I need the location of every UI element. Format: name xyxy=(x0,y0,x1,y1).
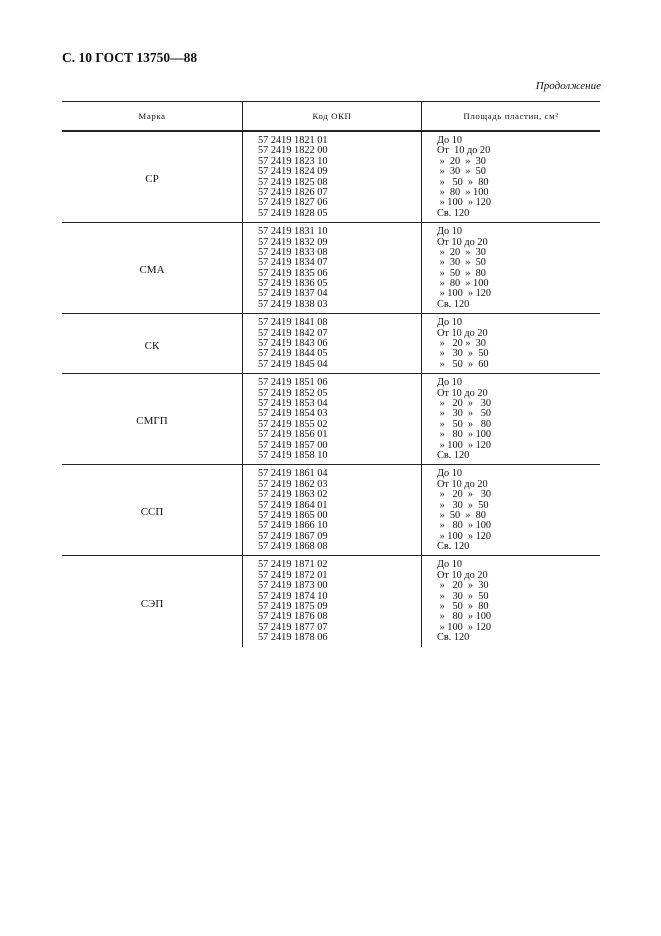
okp-code: 57 2419 1832 09 xyxy=(258,236,328,248)
okp-code: 57 2419 1867 09 xyxy=(258,530,328,542)
okp-code-cell xyxy=(242,314,421,373)
plate-area-range: » 20 » 30 xyxy=(437,338,486,350)
plate-area-cell xyxy=(421,556,600,646)
plate-area-range: » 30 » 50 xyxy=(437,348,489,360)
table-header-row xyxy=(62,102,600,132)
okp-code: 57 2419 1873 00 xyxy=(258,580,328,592)
okp-code: 57 2419 1874 10 xyxy=(258,590,328,602)
mark-cell: СМА xyxy=(139,264,165,277)
plate-area-range: До 10 xyxy=(437,468,463,480)
plate-area-range: » 20 » 30 xyxy=(437,397,492,409)
plate-area-cell xyxy=(421,374,600,464)
okp-code: 57 2419 1823 10 xyxy=(258,155,328,167)
page-header: С. 10 ГОСТ 13750—88 xyxy=(62,50,198,65)
plate-area-range: » 20 » 30 xyxy=(437,580,489,592)
plate-area-range: » 30 » 50 xyxy=(437,257,486,269)
okp-code: 57 2419 1825 08 xyxy=(258,176,328,188)
plate-area-range: » 20 » 30 xyxy=(437,489,492,501)
mark-cell: СР xyxy=(145,173,159,186)
okp-code: 57 2419 1841 08 xyxy=(258,317,328,329)
plate-area-range: » 30 » 50 xyxy=(437,499,489,511)
plate-area-range: » 80 » 100 xyxy=(437,278,489,290)
okp-code: 57 2419 1852 05 xyxy=(258,387,328,399)
plate-area-range: » 100 » 120 xyxy=(437,288,492,300)
mark-cell: СЭП xyxy=(140,597,164,610)
plate-area-range: » 30 » 50 xyxy=(437,408,492,420)
okp-code-cell xyxy=(242,223,421,313)
plate-area-cell xyxy=(421,314,600,373)
okp-code-cell xyxy=(242,132,421,222)
okp-code: 57 2419 1853 04 xyxy=(258,397,328,409)
plate-area-range: От 10 до 20 xyxy=(437,236,488,248)
okp-code: 57 2419 1858 10 xyxy=(258,449,328,461)
plate-area-range: До 10 xyxy=(437,317,463,329)
plate-area-range: До 10 xyxy=(437,135,463,146)
okp-code-cell xyxy=(242,465,421,555)
plate-area-range: » 50 » 80 xyxy=(437,176,489,188)
column-header-plate-area: Площадь пластин, см² xyxy=(421,102,600,130)
plate-area-range: » 100 » 120 xyxy=(437,621,492,633)
okp-code: 57 2419 1861 04 xyxy=(258,468,328,480)
okp-code: 57 2419 1838 03 xyxy=(258,298,328,310)
plate-area-range: » 100 » 120 xyxy=(437,530,492,542)
okp-code: 57 2419 1857 00 xyxy=(258,439,328,451)
plate-area-range: » 50 » 80 xyxy=(437,267,486,279)
mark-cell: СМГП xyxy=(136,415,168,428)
okp-code: 57 2419 1863 02 xyxy=(258,489,328,501)
plate-area-range: » 50 » 80 xyxy=(437,509,486,521)
plate-area-range: Св. 120 xyxy=(437,541,470,553)
plate-area-range: Св. 120 xyxy=(437,632,470,644)
okp-code: 57 2419 1878 06 xyxy=(258,632,328,644)
plate-area-range: От 10 до 20 xyxy=(437,145,491,157)
okp-code: 57 2419 1871 02 xyxy=(258,559,328,571)
plate-area-range: » 80 » 100 xyxy=(437,520,492,532)
column-header-mark: Марка xyxy=(138,111,166,121)
plate-area-range: » 50 » 80 xyxy=(437,418,492,430)
plate-area-range: От 10 до 20 xyxy=(437,327,488,339)
okp-code: 57 2419 1843 06 xyxy=(258,338,328,350)
plate-area-cell xyxy=(421,223,600,313)
okp-code: 57 2419 1851 06 xyxy=(258,377,328,389)
plate-area-range: От 10 до 20 xyxy=(437,387,488,399)
plate-area-range: » 20 » 30 xyxy=(437,155,486,167)
column-header-okp-code: Код ОКП xyxy=(242,102,421,130)
table-row xyxy=(62,556,600,646)
plate-area-range: До 10 xyxy=(437,559,463,571)
okp-code-cell xyxy=(242,374,421,464)
plate-area-range: » 30 » 50 xyxy=(437,166,486,178)
mark-cell: ССП xyxy=(140,506,164,519)
okp-code: 57 2419 1831 10 xyxy=(258,226,328,238)
plate-area-range: Св. 120 xyxy=(437,207,470,219)
okp-code: 57 2419 1864 01 xyxy=(258,499,328,511)
plate-area-cell xyxy=(421,132,600,222)
plate-area-range: » 100 » 120 xyxy=(437,197,492,209)
plate-area-range: От 10 до 20 xyxy=(437,569,488,581)
continuation-label: Продолжение xyxy=(535,80,601,92)
okp-code: 57 2419 1834 07 xyxy=(258,257,328,269)
plate-area-range: » 80 » 100 xyxy=(437,611,492,623)
plate-area-range: До 10 xyxy=(437,377,463,389)
plate-area-range: » 30 » 50 xyxy=(437,590,489,602)
okp-code: 57 2419 1835 06 xyxy=(258,267,328,279)
plate-area-range: До 10 xyxy=(437,226,463,238)
table-row xyxy=(62,223,600,314)
okp-code: 57 2419 1872 01 xyxy=(258,569,328,581)
plate-area-range: » 80 » 100 xyxy=(437,186,489,198)
table-row xyxy=(62,465,600,556)
table-row xyxy=(62,374,600,465)
mark-cell: СК xyxy=(144,339,160,352)
okp-code: 57 2419 1845 04 xyxy=(258,358,328,370)
plate-area-range: » 20 » 30 xyxy=(437,246,486,258)
plate-area-range: » 100 » 120 xyxy=(437,439,492,451)
okp-code: 57 2419 1856 01 xyxy=(258,429,328,441)
plate-area-range: » 50 » 60 xyxy=(437,358,489,370)
okp-code: 57 2419 1842 07 xyxy=(258,327,328,339)
okp-code: 57 2419 1826 07 xyxy=(258,186,328,198)
okp-code: 57 2419 1827 06 xyxy=(258,197,328,209)
okp-code: 57 2419 1836 05 xyxy=(258,278,328,290)
plate-area-range: » 80 » 100 xyxy=(437,429,492,441)
okp-code: 57 2419 1877 07 xyxy=(258,621,328,633)
okp-code: 57 2419 1866 10 xyxy=(258,520,328,532)
okp-code: 57 2419 1855 02 xyxy=(258,418,328,430)
plate-area-range: Св. 120 xyxy=(437,449,470,461)
okp-code: 57 2419 1854 03 xyxy=(258,408,328,420)
plate-area-cell xyxy=(421,465,600,555)
okp-code: 57 2419 1824 09 xyxy=(258,166,328,178)
okp-code: 57 2419 1833 08 xyxy=(258,246,328,258)
okp-code: 57 2419 1875 09 xyxy=(258,601,328,613)
okp-table xyxy=(62,101,600,647)
plate-area-range: От 10 до 20 xyxy=(437,478,488,490)
okp-code: 57 2419 1822 00 xyxy=(258,145,328,157)
table-body xyxy=(62,132,600,647)
okp-code: 57 2419 1862 03 xyxy=(258,478,328,490)
plate-area-range: » 50 » 80 xyxy=(437,601,489,613)
okp-code: 57 2419 1865 00 xyxy=(258,509,328,521)
okp-code: 57 2419 1821 01 xyxy=(258,135,328,146)
plate-area-range: Св. 120 xyxy=(437,298,470,310)
okp-code: 57 2419 1828 05 xyxy=(258,207,328,219)
okp-code-cell xyxy=(242,556,421,646)
okp-code: 57 2419 1837 04 xyxy=(258,288,328,300)
okp-code: 57 2419 1876 08 xyxy=(258,611,328,623)
okp-code: 57 2419 1868 08 xyxy=(258,541,328,553)
table-row xyxy=(62,132,600,223)
okp-code: 57 2419 1844 05 xyxy=(258,348,328,360)
table-row xyxy=(62,314,600,374)
